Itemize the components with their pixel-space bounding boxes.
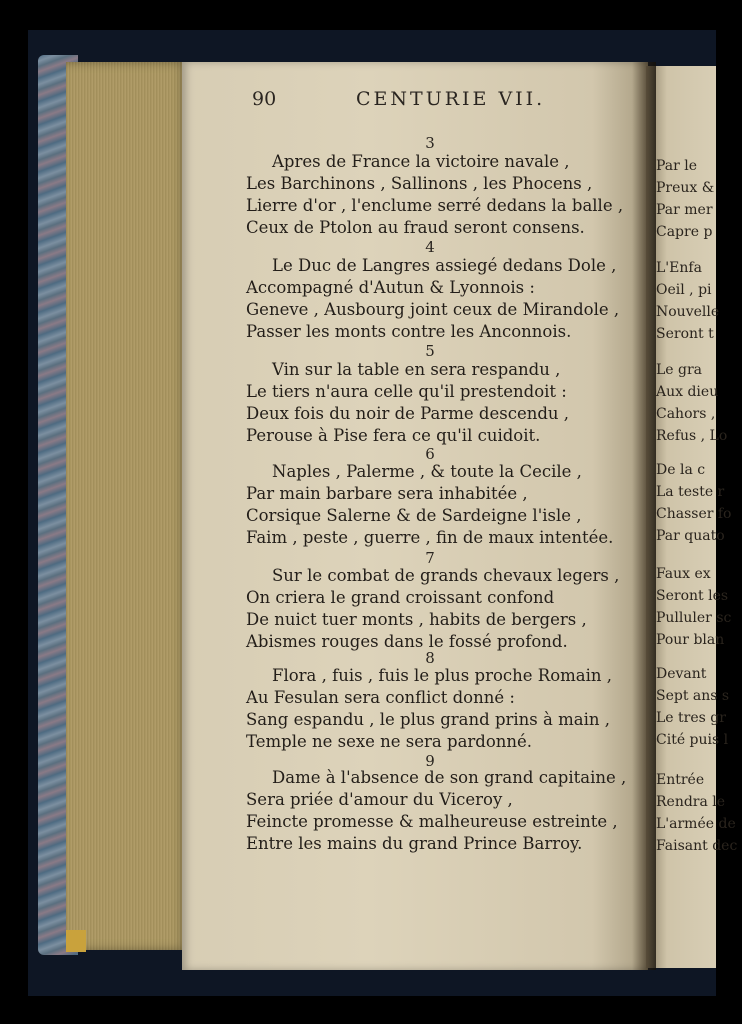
verse-line: De nuict tuer monts , habits de bergers , xyxy=(246,610,587,629)
facing-page-line: Par quato xyxy=(656,528,725,544)
verse-line: Le tiers n'aura celle qu'il prestendoit : xyxy=(246,382,567,401)
page-fore-edge xyxy=(66,62,188,950)
verse-line: Sera priée d'amour du Viceroy , xyxy=(246,790,513,809)
facing-page-line: Chasser fo xyxy=(656,506,732,522)
verse-line: Apres de France la victoire navale , xyxy=(272,152,570,171)
facing-page-line: Faux ex xyxy=(656,566,711,582)
facing-page-line: Pulluler sc xyxy=(656,610,732,626)
verse-line: Sang espandu , le plus grand prins à main , xyxy=(246,710,610,729)
verse-line: Naples , Palerme , & toute la Cecile , xyxy=(272,462,582,481)
stanza-number: 4 xyxy=(425,238,435,256)
verse-line: Passer les monts contre les Anconnois. xyxy=(246,322,572,341)
verse-line: Par main barbare sera inhabitée , xyxy=(246,484,528,503)
gilt-corner xyxy=(66,930,86,952)
facing-page-line: Refus , Lo xyxy=(656,428,728,444)
stanza-number: 5 xyxy=(425,342,435,360)
facing-page-line: Par le xyxy=(656,158,698,174)
verse-line: Abismes rouges dans le fossé profond. xyxy=(246,632,568,651)
facing-page-line: Entrée xyxy=(656,772,705,788)
facing-page-line: Le tres gr xyxy=(656,710,726,726)
verse-line: Perouse à Pise fera ce qu'il cuidoit. xyxy=(246,426,541,445)
facing-page-line: L'armée de xyxy=(656,816,736,832)
stanza-number: 3 xyxy=(425,134,435,152)
verse-line: Faim , peste , guerre , fin de maux intentée. xyxy=(246,528,614,547)
verse-line: Temple ne sexe ne sera pardonné. xyxy=(246,732,533,751)
verse-line: Lierre d'or , l'enclume serré dedans la balle , xyxy=(246,196,624,215)
facing-page-line: Sept ans s xyxy=(656,688,730,704)
page-header xyxy=(252,88,632,118)
facing-page-line: De la c xyxy=(656,462,706,478)
facing-page-line: La teste r xyxy=(656,484,725,500)
verse-line: Sur le combat de grands chevaux legers , xyxy=(272,566,620,585)
facing-page-line: Nouvelle xyxy=(656,304,720,320)
page-number: 90 xyxy=(252,88,277,110)
verse-line: Accompagné d'Autun & Lyonnois : xyxy=(246,278,535,297)
verse-line: On criera le grand croissant confond xyxy=(246,588,555,607)
facing-page-line: Capre p xyxy=(656,224,713,240)
verse-line: Les Barchinons , Sallinons , les Phocens , xyxy=(246,174,593,193)
facing-page-line: Cahors , xyxy=(656,406,716,422)
facing-page-line: Par mer xyxy=(656,202,713,218)
facing-page-line: Aux dieu xyxy=(656,384,719,400)
facing-page-line: Pour blan xyxy=(656,632,725,648)
facing-page-line: L'Enfa xyxy=(656,260,702,276)
stanza-number: 6 xyxy=(425,445,435,463)
facing-page-line: Seront t xyxy=(656,326,714,342)
verse-line: Ceux de Ptolon au fraud seront consens. xyxy=(246,218,585,237)
verse-line: Corsique Salerne & de Sardeigne l'isle , xyxy=(246,506,582,525)
verse-line: Deux fois du noir de Parme descendu , xyxy=(246,404,570,423)
verse-line: Flora , fuis , fuis le plus proche Romain , xyxy=(272,666,613,685)
facing-page-line: Preux & xyxy=(656,180,715,196)
running-title: CENTURIE VII. xyxy=(356,88,546,110)
facing-page-line: Devant xyxy=(656,666,707,682)
facing-page-line: Oeil , pi xyxy=(656,282,712,298)
stanza-number: 9 xyxy=(425,752,435,770)
verse-line: Vin sur la table en sera respandu , xyxy=(272,360,561,379)
facing-page-line: Rendra le xyxy=(656,794,726,810)
facing-page-line: Faisant dec xyxy=(656,838,738,854)
verse-line: Le Duc de Langres assiegé dedans Dole , xyxy=(272,256,617,275)
verse-line: Geneve , Ausbourg joint ceux de Mirandole , xyxy=(246,300,620,319)
verse-line: Dame à l'absence de son grand capitaine , xyxy=(272,768,627,787)
facing-page-line: Seront les xyxy=(656,588,729,604)
verse-line: Au Fesulan sera conflict donné : xyxy=(246,688,515,707)
stanza-number: 8 xyxy=(425,649,435,667)
facing-page-line: Le gra xyxy=(656,362,703,378)
stanza-number: 7 xyxy=(425,549,435,567)
right-page xyxy=(646,66,738,968)
verse-line: Feincte promesse & malheureuse estreinte , xyxy=(246,812,618,831)
facing-page-line: Cité puis l xyxy=(656,732,729,748)
verse-line: Entre les mains du grand Prince Barroy. xyxy=(246,834,583,853)
